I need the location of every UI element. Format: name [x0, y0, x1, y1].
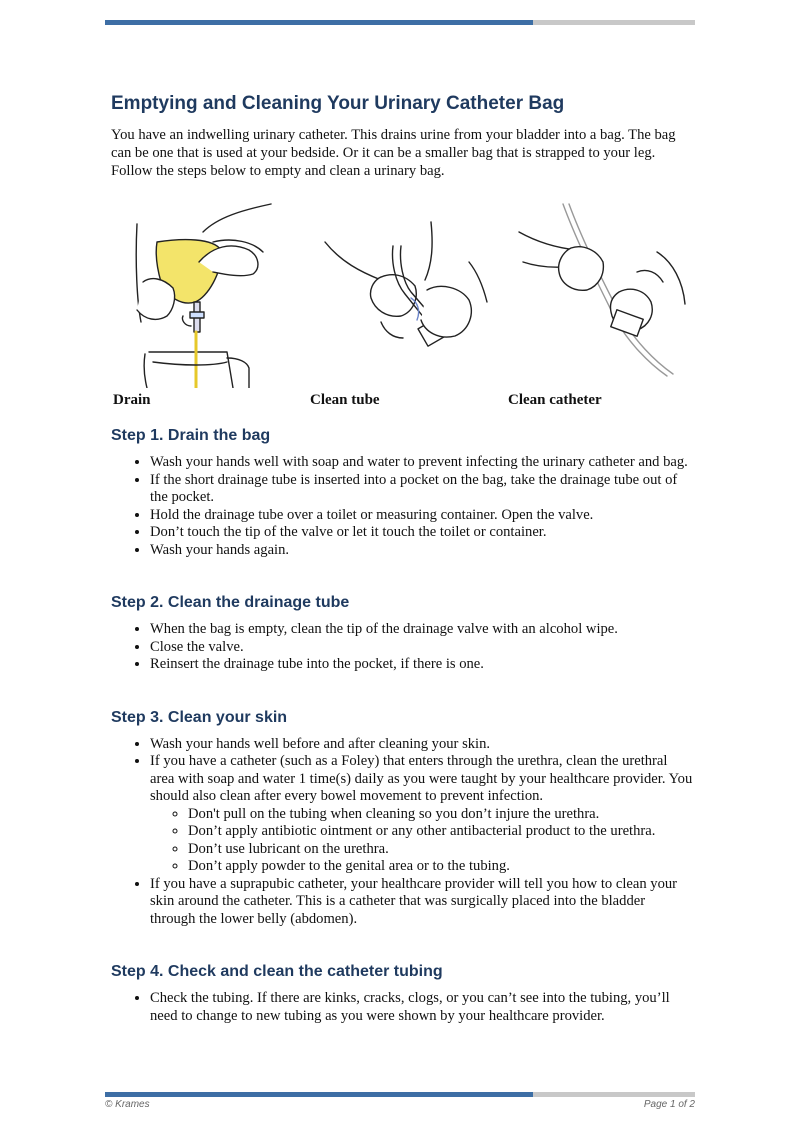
page-title: Emptying and Cleaning Your Urinary Catheter Bag — [111, 93, 565, 114]
step-3-list — [111, 736, 693, 929]
intro-paragraph: You have an indwelling urinary catheter. This drains urine from your bladder into a bag. The bag can be one that is used at your bedside. Or it can be a smaller bag that is strapped to your leg. Follow the steps below to empty and clean a urinary bag. — [111, 127, 676, 179]
bottom-progress-bar — [105, 1092, 695, 1097]
step-1-section — [111, 426, 693, 559]
list-item: • Close the valve. — [150, 639, 693, 657]
step-1-heading: Step 1. Drain the bag — [111, 427, 271, 444]
step-1-list — [111, 454, 693, 559]
illustrations — [111, 202, 693, 390]
document-body — [111, 92, 693, 1025]
list-item: • Wash your hands again. — [150, 542, 693, 560]
list-item — [150, 753, 693, 876]
step-3-section — [111, 708, 693, 929]
clean-tube-illustration — [321, 202, 491, 382]
list-item: • Don’t touch the tip of the valve or let it touch the toilet or container. — [150, 524, 693, 542]
list-item: • Reinsert the drainage tube into the pocket, if there is one. — [150, 656, 693, 674]
sublist-item: ◦ Don’t use lubricant on the urethra. — [188, 841, 693, 859]
list-item-text: If you have a catheter (such as a Foley) that enters through the urethra, clean the urethral area with soap and water 1 time(s) daily as you were taught by your healthcare provider. You should also clean after every bowel movement to prevent infection. — [150, 753, 693, 804]
footer-page-number: Page 1 of 2 — [643, 1099, 695, 1110]
sublist-item: ◦ Don't pull on the tubing when cleaning so you don’t injure the urethra. — [188, 806, 693, 824]
step-4-section — [111, 962, 693, 1025]
step-4-list — [111, 990, 693, 1025]
list-item: • Hold the drainage tube over a toilet or measuring container. Open the valve. — [150, 507, 693, 525]
list-item: • When the bag is empty, clean the tip of the drainage valve with an alcohol wipe. — [150, 621, 693, 639]
drain-illustration — [123, 202, 273, 388]
list-item: • If you have a suprapubic catheter, your healthcare provider will tell you how to clean your skin around the catheter. This is a catheter that was surgically placed into the bladder through the lower belly (abdomen). — [150, 876, 693, 929]
top-progress-bar — [105, 20, 695, 25]
step-2-heading: Step 2. Clean the drainage tube — [111, 594, 350, 611]
list-item: • Check the tubing. If there are kinks, cracks, clogs, or you can’t see into the tubing, you’ll need to change to new tubing as you were shown by your healthcare provider. — [150, 990, 693, 1025]
top-bar-fill — [105, 20, 533, 25]
bottom-bar-fill — [105, 1092, 533, 1097]
illustration-captions — [111, 390, 693, 412]
caption-drain: Drain — [113, 392, 151, 408]
clean-catheter-illustration — [517, 202, 693, 380]
step-2-list — [111, 621, 693, 674]
footer-copyright: © Krames — [105, 1099, 150, 1110]
list-item: • If the short drainage tube is inserted into a pocket on the bag, take the drainage tube out of the pocket. — [150, 472, 693, 507]
step-3-sublist — [150, 806, 693, 876]
step-4-heading: Step 4. Check and clean the catheter tubing — [111, 963, 443, 980]
step-3-heading: Step 3. Clean your skin — [111, 708, 288, 726]
list-item: • Wash your hands well before and after cleaning your skin. — [150, 736, 693, 754]
sublist-item: ◦ Don’t apply powder to the genital area or to the tubing. — [188, 858, 693, 876]
caption-clean-tube: Clean tube — [310, 392, 380, 408]
caption-clean-catheter: Clean catheter — [508, 392, 602, 408]
list-item: • Wash your hands well with soap and water to prevent infecting the urinary catheter and bag. — [150, 454, 693, 472]
sublist-item: ◦ Don’t apply antibiotic ointment or any other antibacterial product to the urethra. — [188, 823, 693, 841]
step-2-section — [111, 593, 693, 674]
